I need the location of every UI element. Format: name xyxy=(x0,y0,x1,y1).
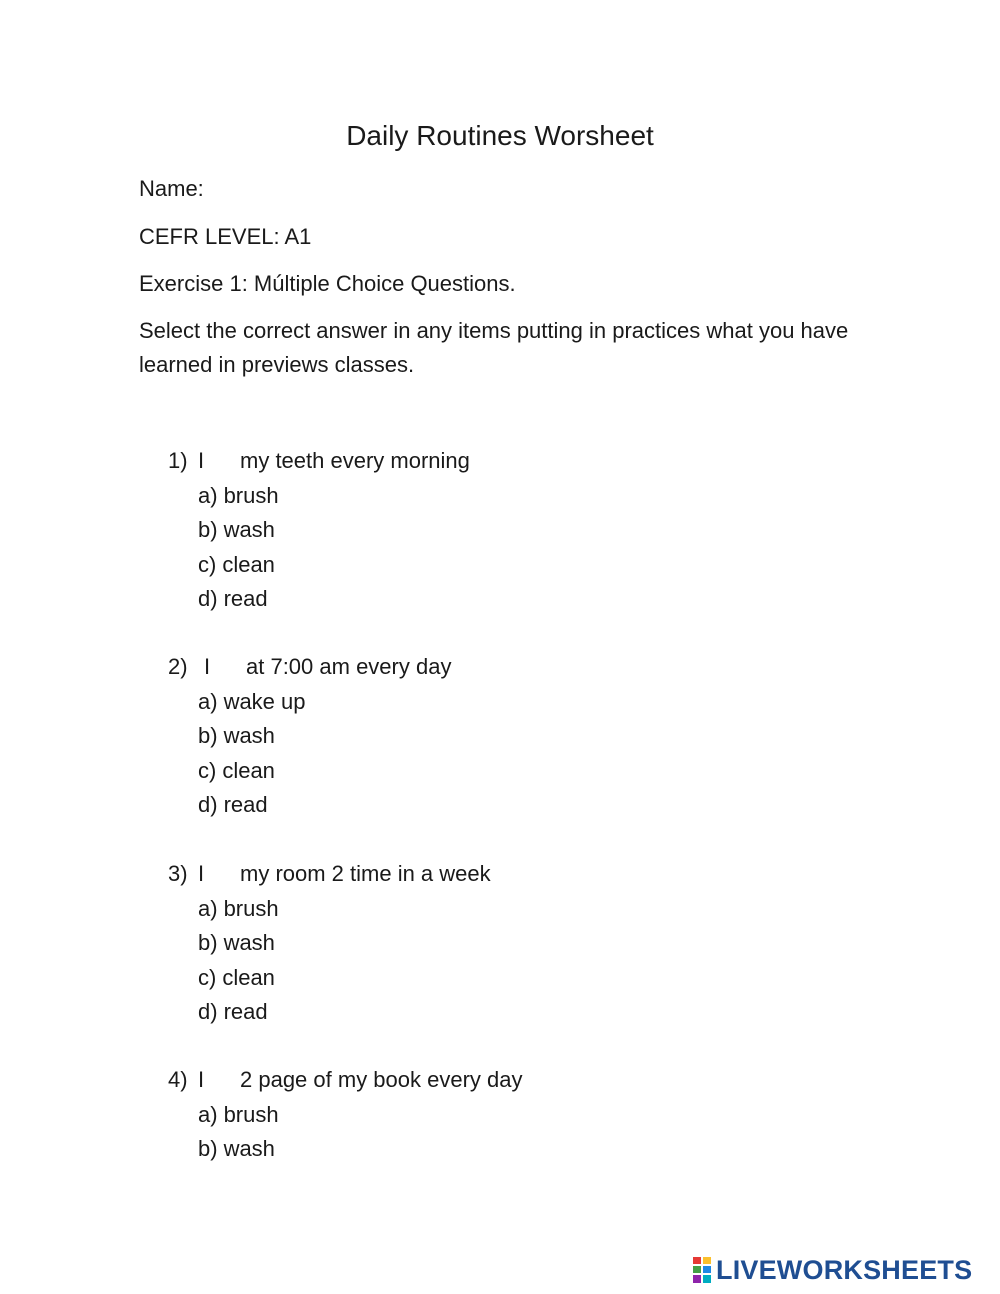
option-d[interactable] xyxy=(168,995,491,1030)
logo-blocks-icon xyxy=(692,1256,712,1284)
option-b[interactable] xyxy=(168,1132,523,1167)
question-4 xyxy=(168,1063,523,1167)
logo-block xyxy=(692,1265,702,1274)
question-stem xyxy=(168,650,451,685)
question-number: 4) xyxy=(168,1067,188,1092)
option-text: wash xyxy=(223,930,275,955)
question-3 xyxy=(168,857,491,1030)
liveworksheets-logo xyxy=(692,1252,972,1288)
question-text: 2 page of my book every day xyxy=(240,1067,523,1092)
option-c[interactable] xyxy=(168,754,451,789)
question-2 xyxy=(168,650,451,823)
question-stem xyxy=(168,857,491,892)
option-b[interactable] xyxy=(168,719,451,754)
page-title: Daily Routines Worsheet xyxy=(346,120,654,151)
question-text: my teeth every morning xyxy=(240,448,470,473)
option-text: read xyxy=(223,792,268,817)
question-subject: I xyxy=(204,654,211,679)
option-text: wash xyxy=(223,517,275,542)
option-d[interactable] xyxy=(168,582,470,617)
option-text: wake up xyxy=(223,688,306,714)
logo-block xyxy=(692,1256,702,1265)
option-d[interactable] xyxy=(168,788,451,823)
question-subject: I xyxy=(198,448,205,473)
option-b[interactable] xyxy=(168,926,491,961)
exercise-heading: Exercise 1: Múltiple Choice Questions. xyxy=(139,271,516,296)
option-text: brush xyxy=(223,895,279,921)
question-text: my room 2 time in a week xyxy=(240,861,491,886)
option-letter: b) xyxy=(198,1136,218,1161)
option-letter: c) xyxy=(198,551,217,577)
option-letter: a) xyxy=(198,895,218,921)
question-1 xyxy=(168,444,470,617)
option-text: clean xyxy=(222,551,275,577)
option-letter: b) xyxy=(198,517,218,542)
question-number: 1) xyxy=(168,448,188,473)
option-c[interactable] xyxy=(168,548,470,583)
option-letter: c) xyxy=(198,757,217,783)
option-a[interactable] xyxy=(168,479,470,514)
option-c[interactable] xyxy=(168,961,491,996)
question-subject: I xyxy=(198,861,205,886)
question-stem xyxy=(168,444,470,479)
option-text: brush xyxy=(223,1101,279,1127)
option-letter: c) xyxy=(198,964,217,990)
option-letter: b) xyxy=(198,723,218,748)
option-letter: a) xyxy=(198,482,218,508)
option-text: wash xyxy=(223,1136,275,1161)
question-text: at 7:00 am every day xyxy=(246,654,452,679)
option-text: wash xyxy=(223,723,275,748)
option-text: clean xyxy=(222,964,275,990)
option-text: clean xyxy=(222,757,275,783)
option-a[interactable] xyxy=(168,1098,523,1133)
logo-block xyxy=(702,1256,712,1265)
option-a[interactable] xyxy=(168,685,451,720)
question-number: 2) xyxy=(168,654,188,679)
question-stem xyxy=(168,1063,523,1098)
option-letter: d) xyxy=(198,586,218,611)
question-subject: I xyxy=(198,1067,205,1092)
option-letter: a) xyxy=(198,1101,218,1127)
logo-block xyxy=(702,1265,712,1274)
option-b[interactable] xyxy=(168,513,470,548)
option-text: read xyxy=(223,999,268,1024)
question-number: 3) xyxy=(168,861,188,886)
option-letter: d) xyxy=(198,792,218,817)
option-letter: d) xyxy=(198,999,218,1024)
option-a[interactable] xyxy=(168,892,491,927)
name-label: Name: xyxy=(139,176,204,201)
logo-text: LIVEWORKSHEETS xyxy=(716,1255,973,1285)
option-text: brush xyxy=(223,482,279,508)
option-letter: a) xyxy=(198,688,218,714)
cefr-level-label: CEFR LEVEL: A1 xyxy=(139,224,312,249)
option-letter: b) xyxy=(198,930,218,955)
logo-block xyxy=(692,1274,702,1284)
option-text: read xyxy=(223,586,268,611)
instructions-paragraph: Select the correct answer in any items putting in practices what you have learned in previews classes. xyxy=(139,318,849,377)
logo-block xyxy=(702,1274,712,1284)
